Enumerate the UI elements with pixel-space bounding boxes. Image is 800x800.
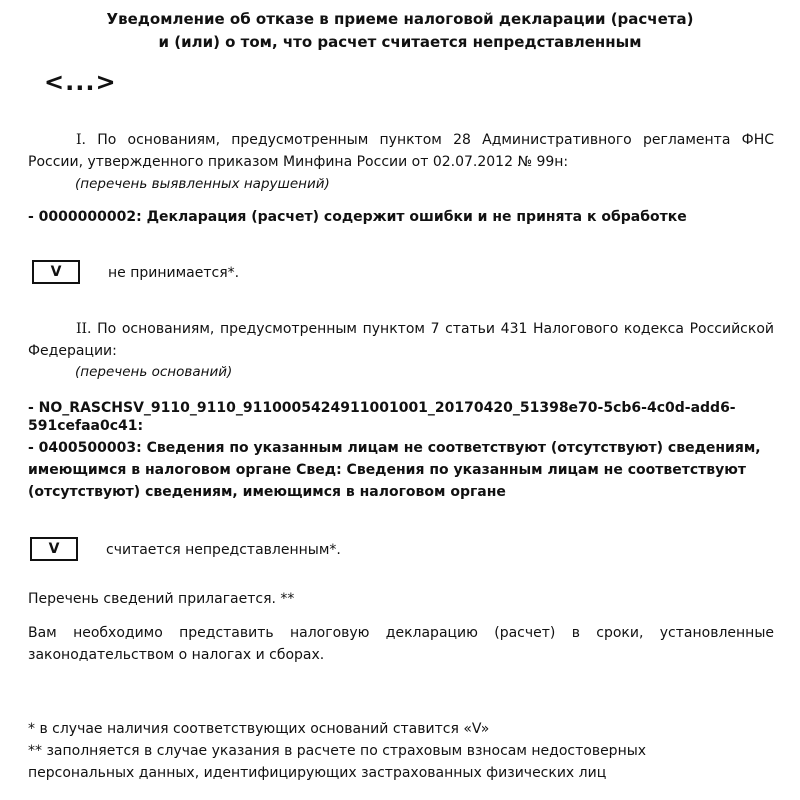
- violation-line: [28, 206, 774, 228]
- section2-paragraph: [28, 318, 774, 362]
- file-name-line2: 591cefaa0c41:: [28, 418, 144, 434]
- section1-text: По основаниям, предусмотренным пунктом 28 Административного регламента ФНС России, утвержденного приказом Минфина России от 02.07.2012 № 99н:: [28, 132, 774, 170]
- instruction-paragraph: Вам необходимо представить налоговую декларацию (расчет) в сроки, установленные законодательством о налогах и сборах.: [28, 625, 774, 663]
- not-accepted-label: не принимается*.: [108, 265, 240, 281]
- not-submitted-checkbox: V: [30, 537, 78, 561]
- document-title-line2: и (или) о том, что расчет считается непредставленным: [158, 33, 642, 51]
- reason-text: Сведения по указанным лицам не соответствуют (отсутствуют) сведениям, имеющимся в налоговом органе Свед: Сведения по указанным лицам не соответствуют (отсутствуют) сведениям, имеющимся в налоговом органе: [28, 440, 761, 500]
- reason-code: - 0400500003:: [28, 440, 142, 456]
- omission-marker: <...>: [44, 68, 117, 96]
- document-title-line1: Уведомление об отказе в приеме налоговой декларации (расчета): [106, 10, 694, 28]
- violation-text: Декларация (расчет) содержит ошибки и не принята к обработке: [141, 209, 687, 225]
- footnote-1: * в случае наличия соответствующих оснований ставится «V»: [28, 721, 490, 737]
- reason-line: [28, 437, 774, 503]
- section2-text: По основаниям, предусмотренным пунктом 7 статьи 431 Налогового кодекса Российской Федерации:: [28, 321, 774, 359]
- file-name-line1: - NO_RASCHSV_9110_9110_9110005424911001001_20170420_51398e70-5cb6-4c0d-add6-: [28, 400, 736, 416]
- violation-code: - 0000000002:: [28, 209, 142, 225]
- not-submitted-label: считается непредставленным*.: [106, 542, 341, 558]
- footnote-2-line1: ** заполняется в случае указания в расчете по страховым взносам недостоверных: [28, 743, 647, 759]
- footnote-2-line2: персональных данных, идентифицирующих застрахованных физических лиц: [28, 765, 607, 781]
- attachment-note: Перечень сведений прилагается. **: [28, 591, 295, 607]
- not-accepted-checkbox: V: [32, 260, 80, 284]
- section2-note: (перечень оснований): [75, 364, 233, 380]
- section1-note: (перечень выявленных нарушений): [75, 176, 330, 192]
- section1-numeral: I.: [76, 132, 86, 148]
- section2-numeral: II.: [76, 321, 92, 337]
- section1-paragraph: [28, 129, 774, 173]
